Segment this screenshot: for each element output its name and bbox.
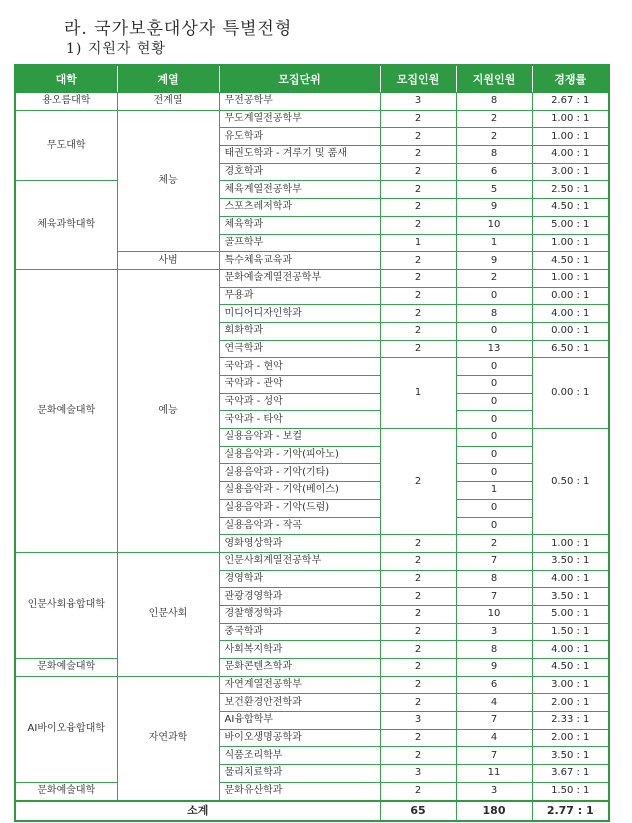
ratio-cell: 0.00 : 1 [532,322,609,340]
unit-cell: 경찰행정학과 [219,605,380,623]
applicants-cell: 7 [456,747,532,765]
quota-cell: 2 [380,199,456,217]
unit-cell: 미디어디자인학과 [219,305,380,323]
field-cell: 사범 [117,252,219,270]
quota-cell: 2 [380,322,456,340]
unit-cell: 실용음악과 - 보컬 [219,429,380,447]
unit-cell: 체육계열전공학부 [219,181,380,199]
total-ratio: 2.77 : 1 [532,801,609,821]
header-unit: 모집단위 [219,65,380,93]
quota-cell: 2 [380,694,456,712]
quota-cell: 2 [380,110,456,128]
applicants-cell: 0 [456,411,532,429]
quota-cell: 2 [380,535,456,553]
quota-cell: 2 [380,659,456,677]
applicants-cell: 0 [456,517,532,535]
applicants-cell: 6 [456,163,532,181]
quota-cell: 2 [380,163,456,181]
applicants-cell: 7 [456,712,532,730]
ratio-cell: 3.50 : 1 [532,588,609,606]
ratio-cell: 4.00 : 1 [532,146,609,164]
subsection-title: 1) 지원자 현황 [66,41,166,57]
unit-cell: 식품조리학부 [219,747,380,765]
applicants-cell: 0 [456,322,532,340]
unit-cell: 체육학과 [219,216,380,234]
unit-cell: 무전공학부 [219,93,380,111]
unit-cell: 실용음악과 - 작곡 [219,517,380,535]
quota-cell: 2 [380,305,456,323]
applicants-cell: 9 [456,199,532,217]
unit-cell: 실용음악과 - 기악(드럼) [219,499,380,517]
total-row [15,801,609,821]
unit-cell: 물리치료학과 [219,765,380,783]
ratio-cell: 3.50 : 1 [532,552,609,570]
table-header-row [15,65,609,93]
applicants-cell: 13 [456,340,532,358]
unit-cell: 자연계열전공학부 [219,676,380,694]
quota-cell: 3 [380,765,456,783]
university-cell: 용오름대학 [15,93,117,111]
applicants-cell: 8 [456,146,532,164]
applicant-status-table [14,64,610,822]
applicants-cell: 2 [456,128,532,146]
applicants-cell: 5 [456,181,532,199]
applicants-cell: 2 [456,535,532,553]
total-quota: 65 [380,801,456,821]
unit-cell: 국악과 - 현악 [219,358,380,376]
ratio-cell: 5.00 : 1 [532,216,609,234]
unit-cell: 유도학과 [219,128,380,146]
quota-cell: 2 [380,747,456,765]
ratio-cell: 1.00 : 1 [532,234,609,252]
quota-cell: 2 [380,552,456,570]
applicants-cell: 10 [456,605,532,623]
quota-cell: 3 [380,712,456,730]
unit-cell: 무도계열전공학부 [219,110,380,128]
unit-cell: 문화유산학과 [219,782,380,800]
ratio-cell: 3.67 : 1 [532,765,609,783]
unit-cell: AI융합학부 [219,712,380,730]
ratio-cell: 2.00 : 1 [532,729,609,747]
quota-cell: 1 [380,234,456,252]
quota-cell: 2 [380,128,456,146]
quota-cell: 1 [380,358,456,429]
total-applicants: 180 [456,801,532,821]
ratio-cell: 1.00 : 1 [532,128,609,146]
unit-cell: 실용음악과 - 기악(베이스) [219,482,380,500]
ratio-cell: 4.00 : 1 [532,570,609,588]
university-cell: 문화예술대학 [15,269,117,552]
field-cell: 자연과학 [117,676,219,800]
applicants-cell: 8 [456,93,532,111]
university-cell: 무도대학 [15,110,117,181]
table-row [15,93,609,111]
applicants-cell: 0 [456,499,532,517]
unit-cell: 태권도학과 - 겨루기 및 품새 [219,146,380,164]
total-label: 소계 [15,801,380,821]
field-cell: 예능 [117,269,219,552]
section-title: 라. 국가보훈대상자 특별전형 [64,19,293,39]
university-cell: 문화예술대학 [15,782,117,800]
quota-cell: 2 [380,429,456,535]
applicants-cell: 2 [456,269,532,287]
unit-cell: 연극학과 [219,340,380,358]
ratio-cell: 2.67 : 1 [532,93,609,111]
applicants-cell: 9 [456,659,532,677]
quota-cell: 2 [380,676,456,694]
unit-cell: 회화학과 [219,322,380,340]
ratio-cell: 1.00 : 1 [532,269,609,287]
field-cell: 인문사회 [117,552,219,676]
ratio-cell: 3.00 : 1 [532,163,609,181]
ratio-cell: 1.00 : 1 [532,535,609,553]
ratio-cell: 3.50 : 1 [532,747,609,765]
header-applicants: 지원인원 [456,65,532,93]
ratio-cell: 2.33 : 1 [532,712,609,730]
quota-cell: 2 [380,729,456,747]
table-row [15,269,609,287]
quota-cell: 2 [380,269,456,287]
ratio-cell: 4.50 : 1 [532,659,609,677]
applicants-cell: 8 [456,570,532,588]
field-cell: 체능 [117,110,219,252]
quota-cell: 2 [380,605,456,623]
ratio-cell: 4.00 : 1 [532,305,609,323]
quota-cell: 3 [380,93,456,111]
quota-cell: 2 [380,216,456,234]
ratio-cell: 4.50 : 1 [532,199,609,217]
quota-cell: 2 [380,588,456,606]
quota-cell: 2 [380,181,456,199]
ratio-cell: 0.00 : 1 [532,358,609,429]
quota-cell: 2 [380,782,456,800]
quota-cell: 2 [380,340,456,358]
header-field: 계열 [117,65,219,93]
applicants-cell: 1 [456,482,532,500]
ratio-cell: 6.50 : 1 [532,340,609,358]
unit-cell: 바이오생명공학과 [219,729,380,747]
header-quota: 모집인원 [380,65,456,93]
applicants-cell: 0 [456,287,532,305]
unit-cell: 영화영상학과 [219,535,380,553]
unit-cell: 스포츠레저학과 [219,199,380,217]
header-university: 대학 [15,65,117,93]
table-row [15,552,609,570]
unit-cell: 사회복지학과 [219,641,380,659]
applicants-cell: 8 [456,305,532,323]
ratio-cell: 0.00 : 1 [532,287,609,305]
applicants-cell: 10 [456,216,532,234]
applicants-cell: 0 [456,446,532,464]
applicants-cell: 4 [456,694,532,712]
unit-cell: 국악과 - 타악 [219,411,380,429]
unit-cell: 인문사회계열전공학부 [219,552,380,570]
unit-cell: 골프학부 [219,234,380,252]
applicants-cell: 0 [456,376,532,394]
table-row [15,659,609,677]
applicants-cell: 2 [456,110,532,128]
table-row [15,110,609,128]
quota-cell: 2 [380,252,456,270]
ratio-cell: 2.50 : 1 [532,181,609,199]
unit-cell: 보건환경안전학과 [219,694,380,712]
ratio-cell: 1.50 : 1 [532,782,609,800]
applicants-cell: 7 [456,552,532,570]
unit-cell: 특수체육교육과 [219,252,380,270]
field-cell: 전계열 [117,93,219,111]
unit-cell: 실용음악과 - 기악(기타) [219,464,380,482]
unit-cell: 관광경영학과 [219,588,380,606]
quota-cell: 2 [380,287,456,305]
table-row [15,782,609,800]
quota-cell: 2 [380,570,456,588]
applicants-cell: 8 [456,641,532,659]
applicants-cell: 4 [456,729,532,747]
university-cell: 인문사회융합대학 [15,552,117,658]
ratio-cell: 5.00 : 1 [532,605,609,623]
quota-cell: 2 [380,146,456,164]
quota-cell: 2 [380,623,456,641]
unit-cell: 경영학과 [219,570,380,588]
applicants-cell: 6 [456,676,532,694]
unit-cell: 국악과 - 관악 [219,376,380,394]
unit-cell: 경호학과 [219,163,380,181]
ratio-cell: 0.50 : 1 [532,429,609,535]
unit-cell: 무용과 [219,287,380,305]
applicants-cell: 9 [456,252,532,270]
quota-cell: 2 [380,641,456,659]
unit-cell: 중국학과 [219,623,380,641]
applicants-cell: 0 [456,358,532,376]
applicants-cell: 7 [456,588,532,606]
unit-cell: 문화예술계열전공학부 [219,269,380,287]
university-cell: 문화예술대학 [15,659,117,677]
ratio-cell: 3.00 : 1 [532,676,609,694]
applicants-cell: 11 [456,765,532,783]
applicants-cell: 0 [456,464,532,482]
table-row [15,676,609,694]
applicants-cell: 0 [456,429,532,447]
ratio-cell: 1.00 : 1 [532,110,609,128]
unit-cell: 실용음악과 - 기악(피아노) [219,446,380,464]
ratio-cell: 1.50 : 1 [532,623,609,641]
ratio-cell: 2.00 : 1 [532,694,609,712]
ratio-cell: 4.50 : 1 [532,252,609,270]
table-row [15,181,609,199]
header-ratio: 경쟁률 [532,65,609,93]
unit-cell: 문화콘텐츠학과 [219,659,380,677]
university-cell: AI바이오융합대학 [15,676,117,782]
applicants-cell: 0 [456,393,532,411]
unit-cell: 국악과 - 성악 [219,393,380,411]
ratio-cell: 4.00 : 1 [532,641,609,659]
applicants-cell: 3 [456,782,532,800]
applicants-cell: 1 [456,234,532,252]
applicants-cell: 3 [456,623,532,641]
university-cell: 체육과학대학 [15,181,117,269]
